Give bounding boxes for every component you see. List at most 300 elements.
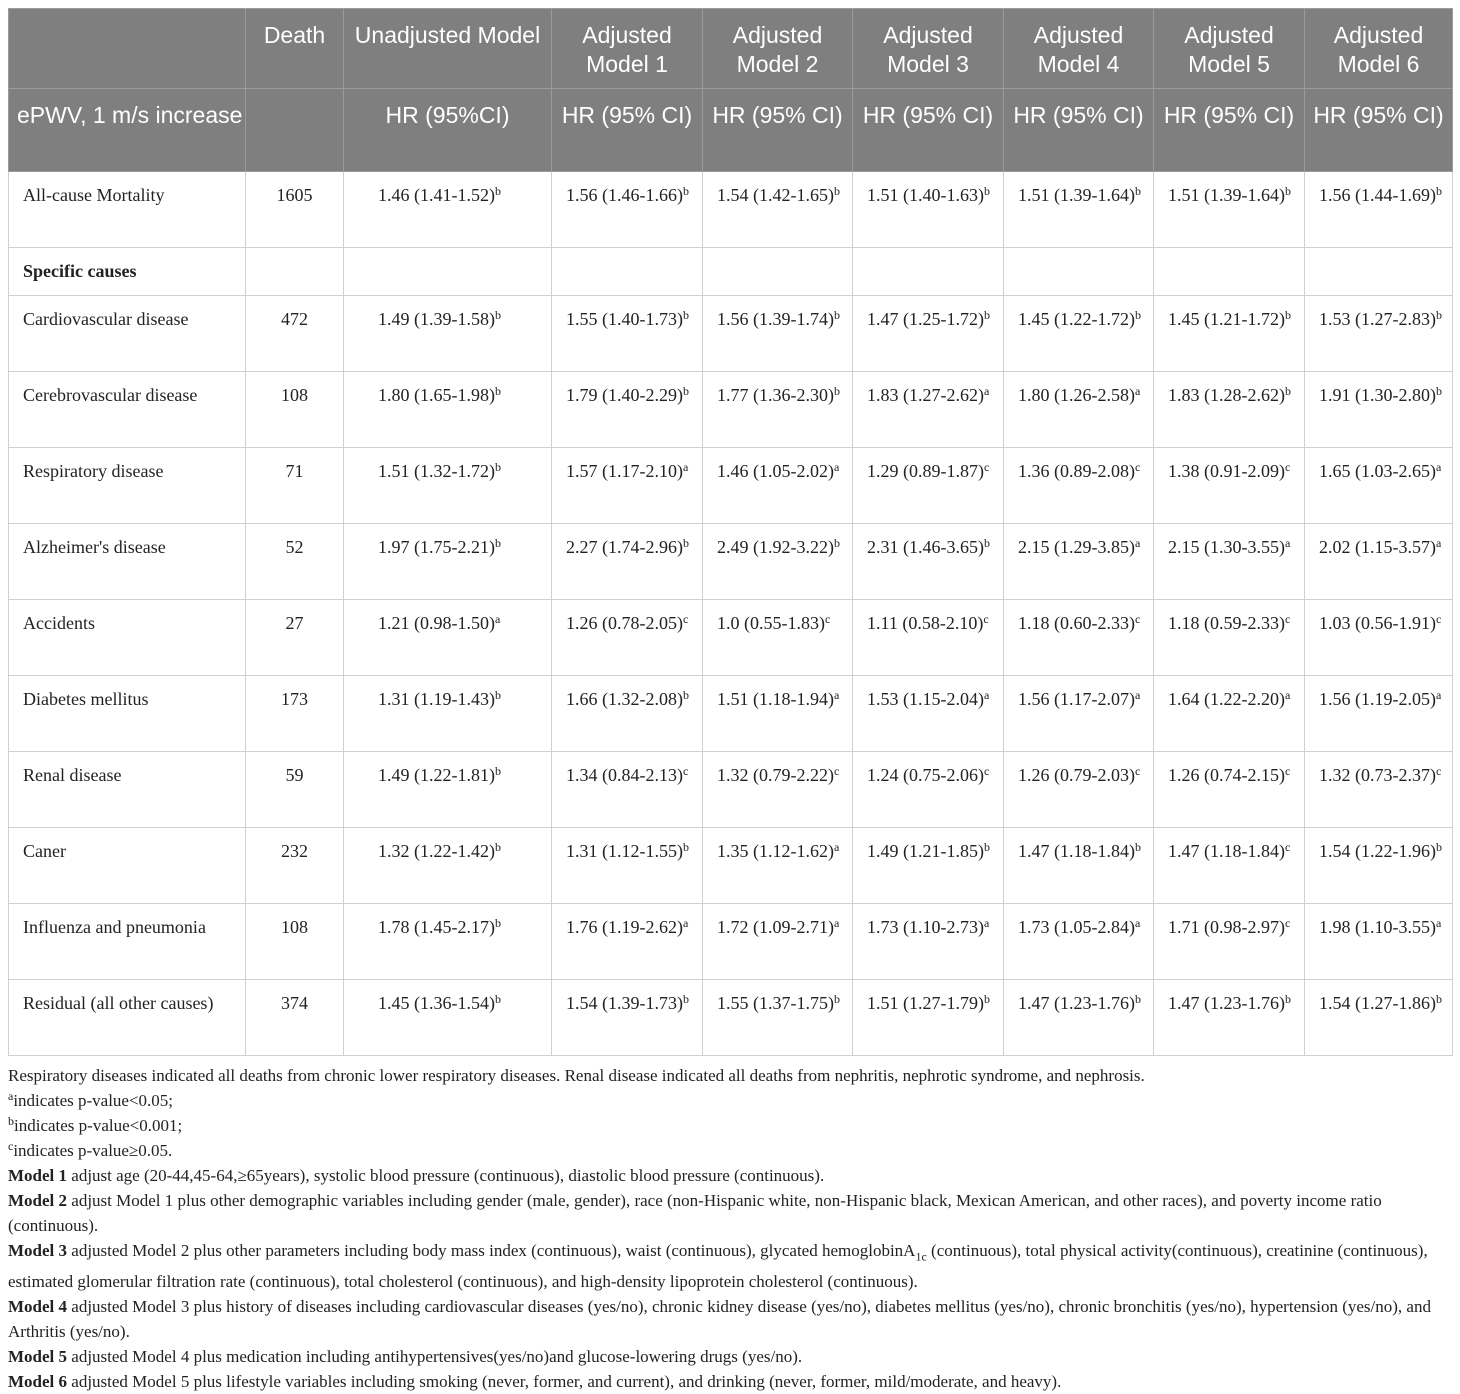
model-text: adjusted Model 3 plus history of diseases including cardiovascular diseases (yes/no), chronic kidney disease (yes/no), diabetes mellitus (yes/no), chronic bronchitis (yes/no), hypertension (yes/no), and Arthritis (yes/no).: [8, 1297, 1431, 1342]
row-name: Residual (all other causes): [9, 980, 246, 1056]
hr-cell: [1004, 372, 1154, 448]
significance-mark: c: [824, 612, 831, 626]
significance-mark: b: [494, 688, 501, 702]
model-note: [8, 1369, 1453, 1394]
significance-mark: c: [1284, 840, 1291, 854]
hr-cell: [1305, 752, 1453, 828]
hr-cell: [1004, 828, 1154, 904]
hr-value: 1.03 (0.56-1.91): [1319, 613, 1436, 633]
model-label: Model 2: [8, 1191, 68, 1210]
significance-mark: a: [1134, 916, 1141, 930]
death-count: 108: [246, 372, 344, 448]
model-text: adjusted Model 4 plus medication including antihypertensives(yes/no)and glucose-lowering drugs (yes/no).: [67, 1347, 803, 1367]
footnote: [8, 1088, 1453, 1113]
death-count: 232: [246, 828, 344, 904]
hr-value: 1.73 (1.10-2.73): [867, 917, 984, 937]
model-text: adjust age (20-44,45-64,≥65years), systolic blood pressure (continuous), diastolic blood pressure (continuous).: [67, 1166, 825, 1185]
header-cell: [246, 89, 344, 172]
table-row: [9, 980, 1453, 1056]
hr-cell: [1154, 600, 1305, 676]
hr-value: 1.71 (0.98-2.97): [1168, 917, 1285, 937]
table-row: [9, 248, 1453, 296]
significance-mark: a: [1284, 688, 1291, 702]
hr-value: 1.56 (1.46-1.66): [566, 185, 683, 205]
hr-value: 1.53 (1.27-2.83): [1319, 309, 1436, 329]
notes-intro: Respiratory diseases indicated all deaths from chronic lower respiratory diseases. Renal disease indicated all deaths from nephritis, nephrotic syndrome, and nephrosis.: [8, 1066, 1145, 1085]
significance-mark: a: [1435, 916, 1442, 930]
hr-cell: [1004, 676, 1154, 752]
hr-value: 1.65 (1.03-2.65): [1319, 461, 1436, 481]
hr-value: 1.24 (0.75-2.06): [867, 765, 984, 785]
significance-mark: b: [682, 992, 689, 1006]
significance-mark: b: [1435, 384, 1442, 398]
subscript: 1c: [915, 1249, 927, 1264]
header-label: ePWV, 1 m/s increase: [9, 89, 246, 172]
hr-value: 1.56 (1.17-2.07): [1018, 689, 1135, 709]
hr-cell: [1004, 980, 1154, 1056]
hr-value: 1.73 (1.05-2.84): [1018, 917, 1135, 937]
significance-mark: b: [833, 384, 840, 398]
hr-value: 1.26 (0.78-2.05): [566, 613, 683, 633]
hr-value: 1.47 (1.23-1.76): [1018, 993, 1135, 1013]
header-cell: Unadjusted Model: [344, 9, 552, 89]
significance-mark: a: [833, 688, 840, 702]
hr-cell: [1305, 600, 1453, 676]
header-cell: Death: [246, 9, 344, 89]
hr-value: 2.02 (1.15-3.57): [1319, 537, 1436, 557]
hr-value: 1.31 (1.12-1.55): [566, 841, 683, 861]
header-cell: Adjusted Model 2: [703, 9, 853, 89]
hr-cell: [344, 524, 552, 600]
hr-value: 1.18 (0.59-2.33): [1168, 613, 1285, 633]
header-cell: [9, 9, 246, 89]
hr-value: 1.56 (1.44-1.69): [1319, 185, 1436, 205]
hr-value: 1.56 (1.39-1.74): [717, 309, 834, 329]
hr-cell: [1305, 172, 1453, 248]
hr-value: 1.51 (1.18-1.94): [717, 689, 834, 709]
hr-value: 1.51 (1.32-1.72): [378, 461, 495, 481]
footnote: [8, 1138, 1453, 1163]
hr-cell: [552, 600, 703, 676]
hr-value: 1.21 (0.98-1.50): [378, 613, 495, 633]
significance-mark: a: [833, 916, 840, 930]
hr-cell: [853, 524, 1004, 600]
hr-value: 1.49 (1.22-1.81): [378, 765, 495, 785]
hr-value: 1.55 (1.40-1.73): [566, 309, 683, 329]
hr-cell: [703, 524, 853, 600]
significance-mark: a: [1134, 384, 1141, 398]
hr-cell: [853, 904, 1004, 980]
significance-mark: b: [494, 308, 501, 322]
significance-mark: a: [1435, 688, 1442, 702]
significance-mark: b: [682, 840, 689, 854]
hr-cell: [853, 676, 1004, 752]
footnote-mark: a: [8, 1089, 14, 1103]
row-name: Influenza and pneumonia: [9, 904, 246, 980]
significance-mark: b: [1435, 840, 1442, 854]
hr-value: 1.11 (0.58-2.10): [867, 613, 984, 633]
model-label: Model 3: [8, 1241, 68, 1260]
significance-mark: a: [1134, 688, 1141, 702]
hr-value: 1.32 (0.79-2.22): [717, 765, 834, 785]
significance-mark: b: [1435, 308, 1442, 322]
significance-mark: b: [494, 916, 501, 930]
hr-cell: [1305, 524, 1453, 600]
hr-cell: [552, 752, 703, 828]
hr-cell: [853, 248, 1004, 296]
significance-mark: a: [983, 384, 990, 398]
death-count: 1605: [246, 172, 344, 248]
model-text: (continuous), total physical activity(continuous), creatinine (continuous), estimated glomerular filtration rate (continuous), total cholesterol (continuous), and high-density lipoprotein cholesterol (continuous).: [8, 1241, 1428, 1292]
hr-value: 1.47 (1.18-1.84): [1018, 841, 1135, 861]
hr-value: 2.15 (1.30-3.55): [1168, 537, 1285, 557]
hr-cell: [344, 676, 552, 752]
hr-value: 1.45 (1.22-1.72): [1018, 309, 1135, 329]
hr-cell: [1305, 372, 1453, 448]
hr-value: 1.79 (1.40-2.29): [566, 385, 683, 405]
hr-cell: [552, 172, 703, 248]
row-name: Caner: [9, 828, 246, 904]
hr-cell: [1305, 296, 1453, 372]
significance-mark: b: [682, 184, 689, 198]
hr-value: 1.51 (1.39-1.64): [1168, 185, 1285, 205]
model-note: [8, 1188, 1453, 1238]
header-cell: HR (95%CI): [344, 89, 552, 172]
hr-value: 1.32 (0.73-2.37): [1319, 765, 1436, 785]
death-count: 52: [246, 524, 344, 600]
hr-value: 1.45 (1.36-1.54): [378, 993, 495, 1013]
hr-cell: [703, 828, 853, 904]
hr-cell: [344, 600, 552, 676]
row-name: Alzheimer's disease: [9, 524, 246, 600]
model-label: Model 4: [8, 1297, 68, 1317]
row-name: Diabetes mellitus: [9, 676, 246, 752]
significance-mark: c: [1435, 612, 1442, 626]
header-cell: Adjusted Model 6: [1305, 9, 1453, 89]
hr-value: 1.54 (1.27-1.86): [1319, 993, 1436, 1013]
footnote-text: indicates p-value≥0.05.: [13, 1141, 173, 1160]
hr-cell: [344, 980, 552, 1056]
hr-cell: [853, 448, 1004, 524]
significance-mark: b: [682, 308, 689, 322]
hr-value: 1.77 (1.36-2.30): [717, 385, 834, 405]
hr-cell: [552, 248, 703, 296]
header-cell: Adjusted Model 4: [1004, 9, 1154, 89]
hr-value: 2.49 (1.92-3.22): [717, 537, 834, 557]
hr-value: 1.0 (0.55-1.83): [717, 613, 825, 633]
hr-value: 1.29 (0.89-1.87): [867, 461, 984, 481]
hr-value: 1.18 (0.60-2.33): [1018, 613, 1135, 633]
significance-mark: b: [494, 384, 501, 398]
significance-mark: c: [1284, 460, 1291, 474]
footnote-mark: c: [8, 1139, 14, 1153]
significance-mark: b: [1134, 840, 1141, 854]
significance-mark: c: [983, 764, 990, 778]
significance-mark: a: [1134, 536, 1141, 550]
significance-mark: b: [494, 184, 501, 198]
hr-cell: [703, 248, 853, 296]
hr-value: 1.57 (1.17-2.10): [566, 461, 683, 481]
hr-value: 1.54 (1.42-1.65): [717, 185, 834, 205]
hr-cell: [1004, 172, 1154, 248]
hr-cell: [1154, 752, 1305, 828]
hr-cell: [1154, 372, 1305, 448]
hr-cell: [853, 980, 1004, 1056]
hr-cell: [1004, 248, 1154, 296]
hr-cell: [344, 372, 552, 448]
hr-value: 1.49 (1.21-1.85): [867, 841, 984, 861]
hr-cell: [1154, 828, 1305, 904]
hr-cell: [344, 248, 552, 296]
header-cell: HR (95% CI): [1004, 89, 1154, 172]
significance-mark: a: [682, 916, 689, 930]
hr-cell: [1305, 676, 1453, 752]
hr-cell: [1305, 980, 1453, 1056]
row-name: Respiratory disease: [9, 448, 246, 524]
hr-value: 1.83 (1.28-2.62): [1168, 385, 1285, 405]
significance-mark: b: [1284, 308, 1291, 322]
hr-value: 1.46 (1.41-1.52): [378, 185, 495, 205]
hr-value: 1.45 (1.21-1.72): [1168, 309, 1285, 329]
hr-value: 1.98 (1.10-3.55): [1319, 917, 1436, 937]
hr-cell: [703, 296, 853, 372]
hr-cell: [552, 980, 703, 1056]
hr-cell: [1004, 600, 1154, 676]
table-row: [9, 372, 1453, 448]
hr-cell: [1154, 676, 1305, 752]
hr-cell: [552, 524, 703, 600]
significance-mark: c: [1284, 764, 1291, 778]
significance-mark: b: [1284, 184, 1291, 198]
significance-mark: b: [833, 184, 840, 198]
hr-cell: [1004, 448, 1154, 524]
table-row: [9, 524, 1453, 600]
row-name: All-cause Mortality: [9, 172, 246, 248]
row-name: Accidents: [9, 600, 246, 676]
hr-value: 1.53 (1.15-2.04): [867, 689, 984, 709]
hr-cell: [1004, 296, 1154, 372]
table-body: [9, 172, 1453, 1056]
hr-cell: [552, 296, 703, 372]
significance-mark: c: [682, 612, 689, 626]
table-notes: [8, 1063, 1453, 1394]
hr-cell: [344, 904, 552, 980]
hr-value: 1.47 (1.25-1.72): [867, 309, 984, 329]
hr-cell: [344, 172, 552, 248]
significance-mark: b: [682, 536, 689, 550]
hr-value: 1.35 (1.12-1.62): [717, 841, 834, 861]
hr-cell: [1154, 296, 1305, 372]
hr-value: 1.51 (1.27-1.79): [867, 993, 984, 1013]
hr-value: 1.80 (1.65-1.98): [378, 385, 495, 405]
header-cell: Adjusted Model 5: [1154, 9, 1305, 89]
significance-mark: a: [983, 916, 990, 930]
significance-mark: c: [983, 460, 990, 474]
significance-mark: b: [494, 764, 501, 778]
hr-cell: [853, 752, 1004, 828]
hr-value: 2.31 (1.46-3.65): [867, 537, 984, 557]
hr-cell: [1004, 752, 1154, 828]
hr-cell: [703, 676, 853, 752]
significance-mark: b: [494, 992, 501, 1006]
hr-value: 1.66 (1.32-2.08): [566, 689, 683, 709]
significance-mark: b: [494, 536, 501, 550]
footnote-text: indicates p-value<0.001;: [14, 1116, 183, 1135]
hr-cell: [703, 752, 853, 828]
hr-cell: [1305, 448, 1453, 524]
significance-mark: b: [983, 308, 990, 322]
significance-mark: b: [1284, 384, 1291, 398]
hr-cell: [853, 296, 1004, 372]
hr-cell: [1154, 172, 1305, 248]
model-text: adjust Model 1 plus other demographic variables including gender (male, gender), race (non-Hispanic white, non-Hispanic black, Mexican American, and other races), and poverty income ratio (continuous).: [8, 1191, 1382, 1235]
hr-value: 1.78 (1.45-2.17): [378, 917, 495, 937]
hr-cell: [703, 372, 853, 448]
hr-cell: [703, 904, 853, 980]
hr-cell: [552, 448, 703, 524]
hr-cell: [344, 828, 552, 904]
hr-value: 1.83 (1.27-2.62): [867, 385, 984, 405]
death-count: 27: [246, 600, 344, 676]
significance-mark: a: [833, 460, 840, 474]
hr-value: 1.26 (0.74-2.15): [1168, 765, 1285, 785]
table-row: [9, 676, 1453, 752]
hr-cell: [1004, 904, 1154, 980]
model-note: [8, 1163, 1453, 1188]
header-cell: HR (95% CI): [1305, 89, 1453, 172]
significance-mark: b: [833, 992, 840, 1006]
hr-value: 1.76 (1.19-2.62): [566, 917, 683, 937]
significance-mark: b: [1134, 184, 1141, 198]
significance-mark: a: [1284, 536, 1291, 550]
significance-mark: a: [1435, 536, 1442, 550]
model-label: Model 6: [8, 1372, 68, 1392]
hr-value: 1.51 (1.39-1.64): [1018, 185, 1135, 205]
death-count: 59: [246, 752, 344, 828]
hr-value: 2.27 (1.74-2.96): [566, 537, 683, 557]
hr-cell: [344, 448, 552, 524]
model-note: [8, 1344, 1453, 1369]
significance-mark: c: [983, 612, 989, 626]
significance-mark: b: [494, 840, 501, 854]
hr-value: 1.55 (1.37-1.75): [717, 993, 834, 1013]
hr-value: 1.80 (1.26-2.58): [1018, 385, 1135, 405]
significance-mark: b: [1435, 184, 1442, 198]
hr-value: 1.38 (0.91-2.09): [1168, 461, 1285, 481]
death-count: 71: [246, 448, 344, 524]
significance-mark: a: [833, 840, 840, 854]
hr-cell: [1154, 248, 1305, 296]
significance-mark: b: [983, 536, 990, 550]
model-label: Model 1: [8, 1166, 68, 1185]
death-count: 374: [246, 980, 344, 1056]
hr-value: 2.15 (1.29-3.85): [1018, 537, 1135, 557]
hr-cell: [552, 904, 703, 980]
hr-cell: [552, 372, 703, 448]
hr-cell: [853, 600, 1004, 676]
hr-cell: [552, 828, 703, 904]
hr-value: 1.47 (1.18-1.84): [1168, 841, 1285, 861]
hr-value: 1.34 (0.84-2.13): [566, 765, 683, 785]
table-row: [9, 904, 1453, 980]
hr-cell: [552, 676, 703, 752]
hr-cell: [1305, 828, 1453, 904]
hr-value: 1.47 (1.23-1.76): [1168, 993, 1285, 1013]
significance-mark: b: [682, 384, 689, 398]
row-name: Renal disease: [9, 752, 246, 828]
row-name: Cardiovascular disease: [9, 296, 246, 372]
death-count: [246, 248, 344, 296]
significance-mark: b: [494, 460, 501, 474]
death-count: 173: [246, 676, 344, 752]
significance-mark: c: [1435, 764, 1442, 778]
significance-mark: b: [833, 308, 840, 322]
model-label: Model 5: [8, 1347, 68, 1367]
significance-mark: b: [983, 184, 990, 198]
hr-value: 1.31 (1.19-1.43): [378, 689, 495, 709]
hr-value: 1.54 (1.22-1.96): [1319, 841, 1436, 861]
hr-cell: [703, 980, 853, 1056]
hr-value: 1.26 (0.79-2.03): [1018, 765, 1135, 785]
row-name: Specific causes: [9, 248, 246, 296]
significance-mark: b: [682, 688, 689, 702]
significance-mark: c: [1284, 916, 1291, 930]
significance-mark: b: [1284, 992, 1291, 1006]
death-count: 108: [246, 904, 344, 980]
hr-cell: [853, 372, 1004, 448]
significance-mark: a: [682, 460, 689, 474]
significance-mark: c: [1134, 460, 1141, 474]
hr-cell: [344, 296, 552, 372]
header-cell: HR (95% CI): [853, 89, 1004, 172]
table-row: [9, 172, 1453, 248]
hr-value: 1.91 (1.30-2.80): [1319, 385, 1436, 405]
hr-value: 1.51 (1.40-1.63): [867, 185, 984, 205]
significance-mark: b: [1134, 992, 1141, 1006]
hr-cell: [1305, 904, 1453, 980]
hr-cell: [1305, 248, 1453, 296]
header-cell: HR (95% CI): [1154, 89, 1305, 172]
hr-cell: [703, 448, 853, 524]
significance-mark: b: [833, 536, 840, 550]
hr-cell: [703, 172, 853, 248]
hr-value: 1.49 (1.39-1.58): [378, 309, 495, 329]
hr-cell: [344, 752, 552, 828]
significance-mark: a: [494, 612, 501, 626]
header-cell: Adjusted Model 3: [853, 9, 1004, 89]
table-row: [9, 752, 1453, 828]
hr-value: 1.56 (1.19-2.05): [1319, 689, 1436, 709]
hr-cell: [703, 600, 853, 676]
hr-table: [8, 8, 1453, 1056]
death-count: 472: [246, 296, 344, 372]
significance-mark: a: [983, 688, 990, 702]
significance-mark: b: [983, 992, 990, 1006]
significance-mark: c: [1284, 612, 1291, 626]
significance-mark: b: [1435, 992, 1442, 1006]
significance-mark: c: [1134, 612, 1141, 626]
hr-value: 1.64 (1.22-2.20): [1168, 689, 1285, 709]
significance-mark: c: [1134, 764, 1141, 778]
hr-value: 1.54 (1.39-1.73): [566, 993, 683, 1013]
table-row: [9, 828, 1453, 904]
footnote-text: indicates p-value<0.05;: [13, 1091, 174, 1110]
table-row: [9, 296, 1453, 372]
significance-mark: b: [1134, 308, 1141, 322]
hr-cell: [853, 172, 1004, 248]
model-text: adjusted Model 2 plus other parameters including body mass index (continuous), waist (continuous), glycated hemoglobinA: [67, 1241, 916, 1260]
footnote-mark: b: [8, 1114, 14, 1128]
